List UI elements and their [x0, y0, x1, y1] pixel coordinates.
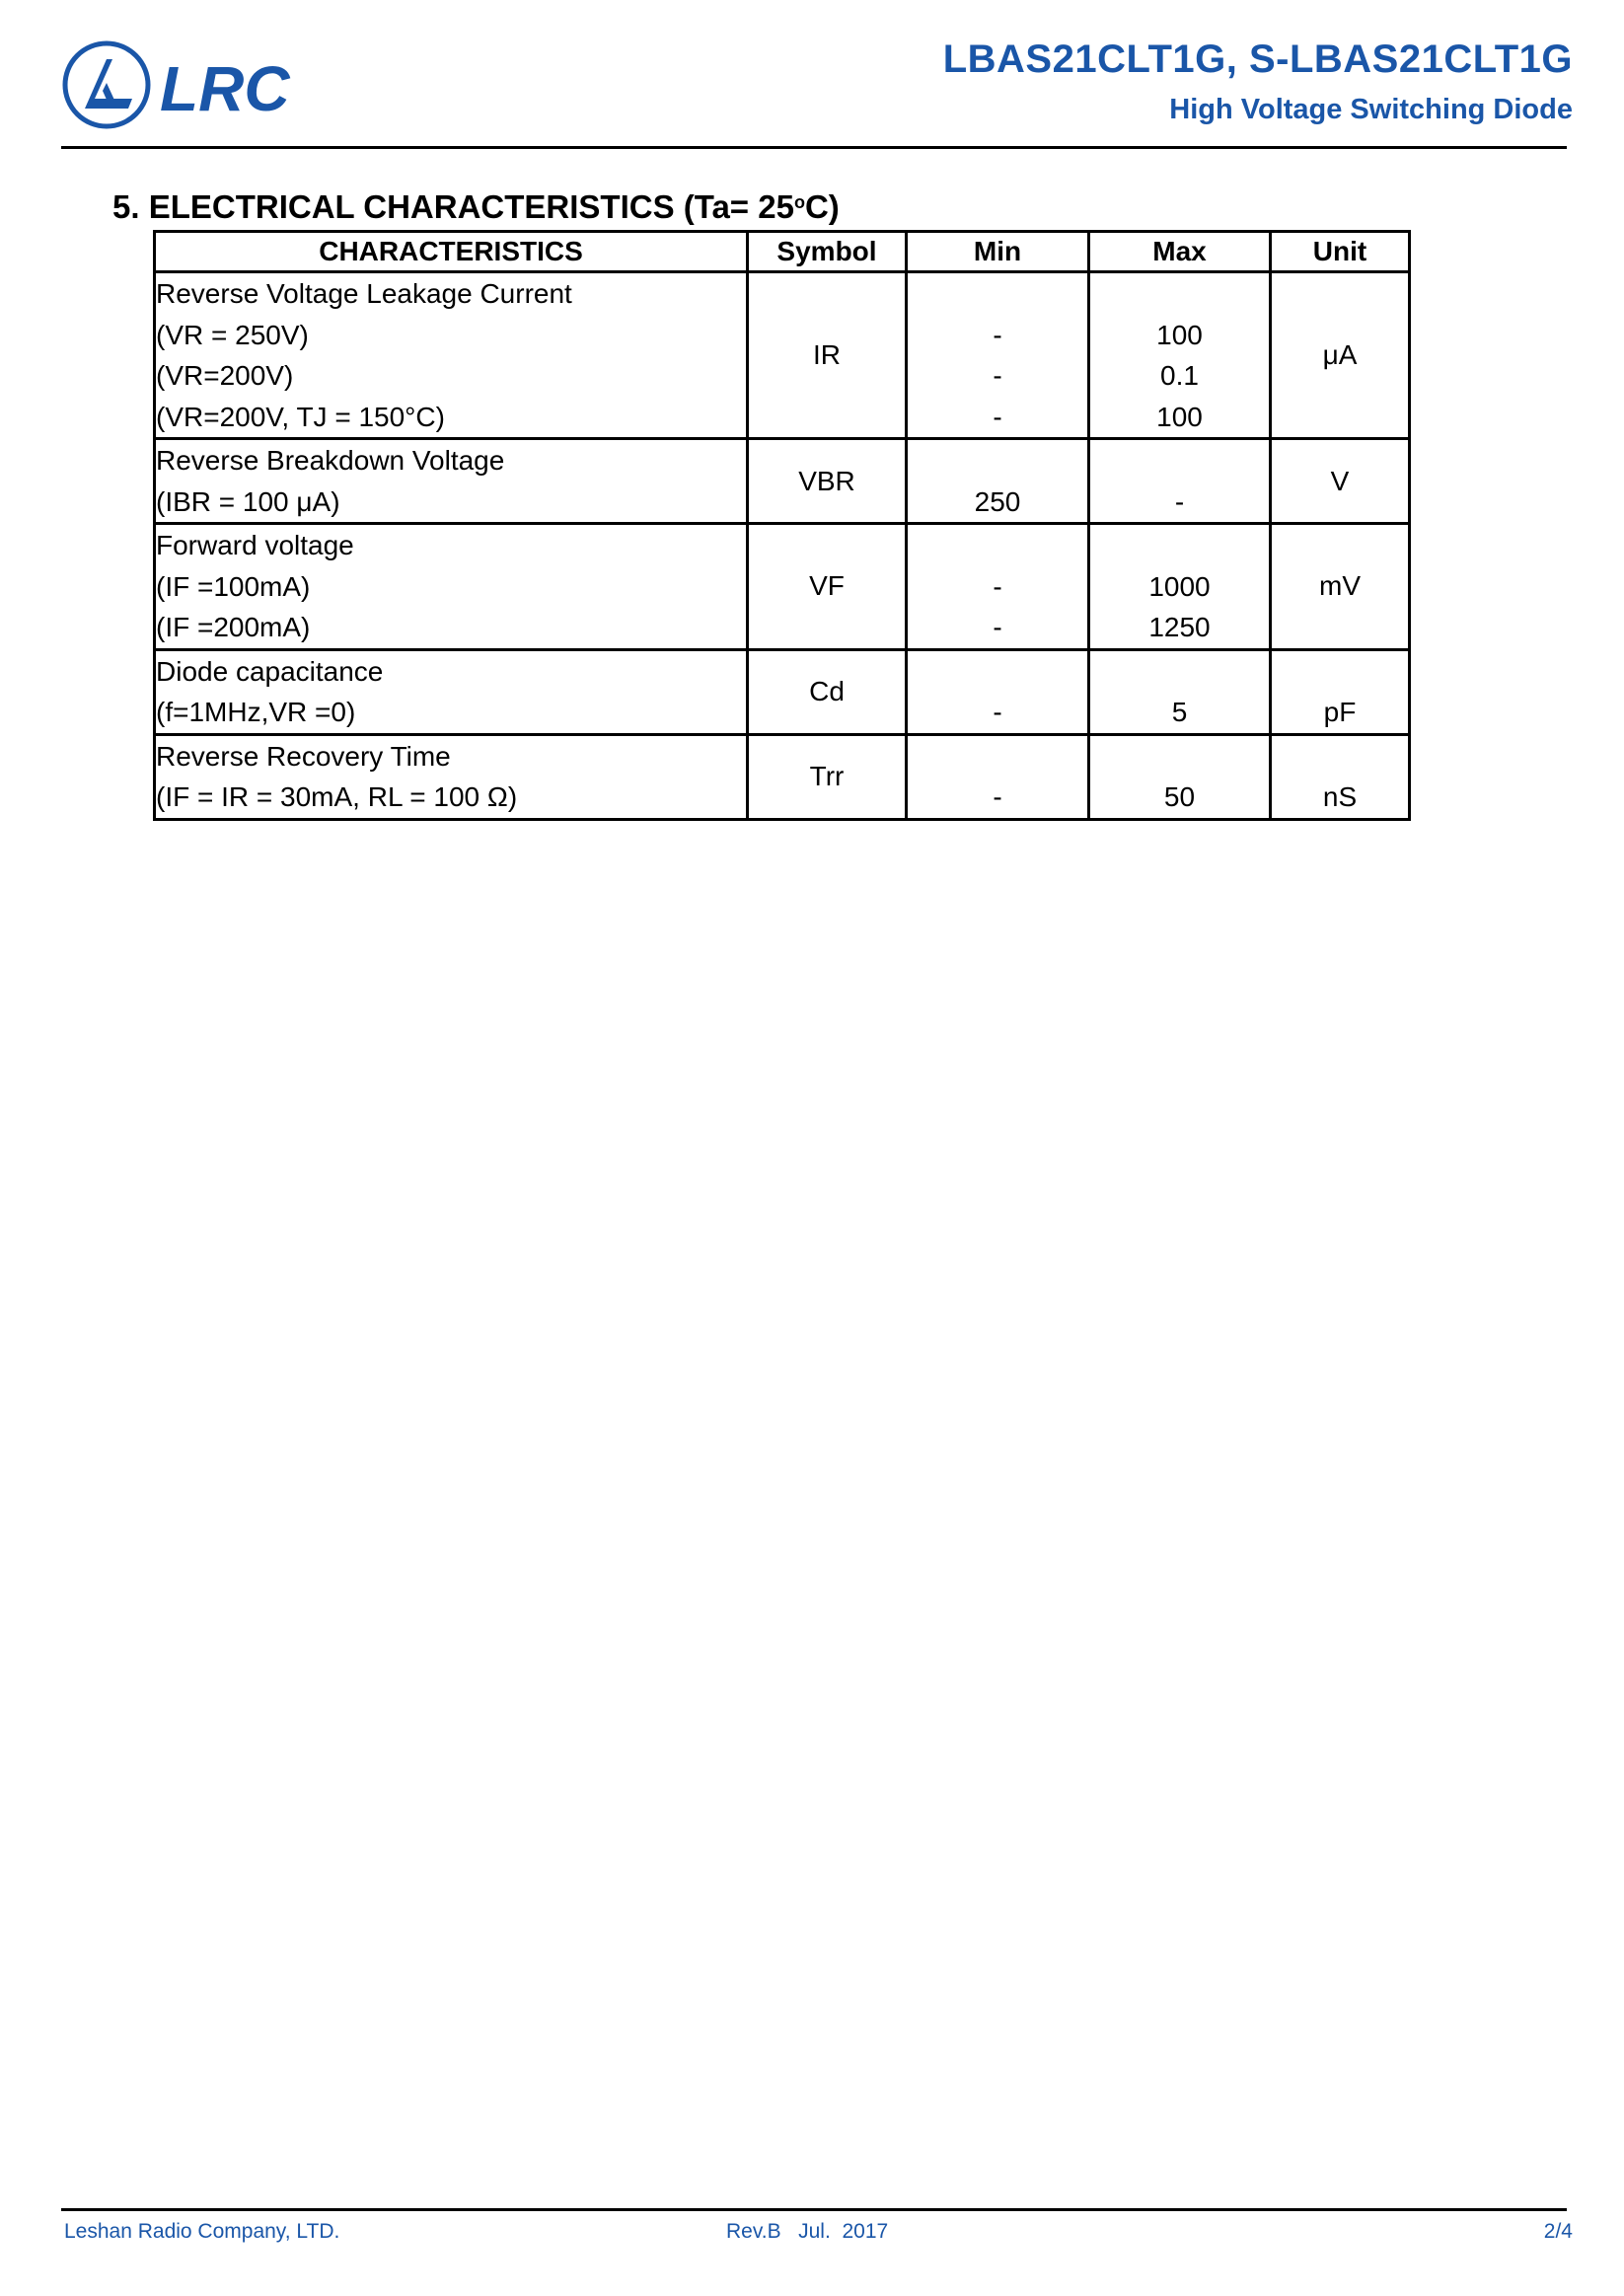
- section-title-end: C): [804, 188, 840, 225]
- footer-revision-text: Rev.B Jul. 2017: [726, 2220, 889, 2243]
- symbol-cell: VF: [748, 524, 907, 650]
- min-cell: [907, 649, 1089, 734]
- section-title-degree: o: [793, 192, 805, 212]
- characteristic-line: (IF = IR = 30mA, RL = 100 Ω): [156, 781, 518, 812]
- min-value: -: [993, 319, 1002, 350]
- electrical-characteristics-table: [153, 230, 1411, 821]
- lrc-logo: [61, 39, 328, 130]
- max-cell: [1089, 524, 1271, 650]
- characteristic-line: (f=1MHz,VR =0): [156, 697, 356, 727]
- min-cell: [907, 272, 1089, 439]
- max-value: 50: [1163, 781, 1196, 812]
- table-header-row: [155, 232, 1410, 272]
- characteristic-line: Reverse Voltage Leakage Current: [156, 278, 572, 309]
- footer-company: Leshan Radio Company, LTD.: [64, 2220, 340, 2243]
- max-value: 0.1: [1160, 360, 1199, 391]
- max-value: -: [1174, 485, 1185, 517]
- characteristic-line: (IF =200mA): [156, 612, 311, 642]
- characteristic-line: (VR=200V, TJ = 150°C): [156, 401, 445, 432]
- header-characteristics: CHARACTERISTICS: [155, 232, 748, 272]
- characteristic-cell: [155, 524, 748, 650]
- max-value: [1090, 273, 1269, 315]
- min-value: -: [993, 781, 1002, 812]
- footer-divider: [61, 2208, 1567, 2211]
- max-cell: [1089, 649, 1271, 734]
- characteristic-cell: [155, 272, 748, 439]
- symbol-cell: VBR: [748, 439, 907, 524]
- symbol-cell: Trr: [748, 734, 907, 819]
- min-cell: [907, 439, 1089, 524]
- document-subtitle: High Voltage Switching Diode: [1169, 94, 1573, 125]
- min-value: [908, 525, 1087, 566]
- header-symbol: Symbol: [748, 232, 907, 272]
- symbol-cell: Cd: [748, 649, 907, 734]
- unit-cell: [1271, 734, 1410, 819]
- characteristic-line: (IBR = 100 μA): [156, 485, 340, 517]
- section-title-main: 5. ELECTRICAL CHARACTERISTICS (Ta= 25: [112, 188, 794, 225]
- table-row: [155, 524, 1410, 650]
- characteristic-cell: [155, 649, 748, 734]
- max-value: 100: [1156, 401, 1203, 432]
- unit-cell: mV: [1271, 524, 1410, 650]
- characteristic-line: Reverse Recovery Time: [156, 740, 451, 772]
- header-min: Min: [907, 232, 1089, 272]
- characteristic-line: (VR = 250V): [156, 319, 309, 350]
- max-cell: [1089, 439, 1271, 524]
- min-cell: [907, 734, 1089, 819]
- characteristic-cell: [155, 734, 748, 819]
- min-value: -: [993, 401, 1002, 432]
- characteristic-line: Reverse Breakdown Voltage: [156, 445, 505, 476]
- unit-cell: μA: [1271, 272, 1410, 439]
- header-unit: Unit: [1271, 232, 1410, 272]
- characteristic-cell: [155, 439, 748, 524]
- unit-value: pF: [1323, 697, 1357, 727]
- footer-page-number: 2/4: [1543, 2220, 1573, 2243]
- characteristic-line: (VR=200V): [156, 360, 294, 391]
- characteristic-line: (IF =100mA): [156, 570, 311, 602]
- characteristic-line: Forward voltage: [156, 530, 354, 560]
- table-row: [155, 439, 1410, 524]
- header-max: Max: [1089, 232, 1271, 272]
- table-row: [155, 734, 1410, 819]
- min-value: -: [993, 570, 1002, 602]
- max-value: [1090, 525, 1269, 566]
- characteristic-line: Diode capacitance: [156, 655, 384, 687]
- header-divider: [61, 146, 1567, 149]
- min-value: -: [993, 612, 1002, 642]
- footer-revision: [726, 2220, 888, 2244]
- unit-cell: [1271, 649, 1410, 734]
- max-cell: [1089, 734, 1271, 819]
- table-row: [155, 649, 1410, 734]
- min-value: -: [993, 360, 1002, 391]
- min-value: -: [993, 697, 1002, 727]
- section-title: [112, 188, 840, 226]
- max-value: 5: [1171, 697, 1188, 727]
- logo-text: LRC: [160, 53, 290, 124]
- document-title: LBAS21CLT1G, S-LBAS21CLT1G: [942, 37, 1573, 81]
- table-row: [155, 272, 1410, 439]
- symbol-cell: IR: [748, 272, 907, 439]
- max-value: 1000: [1148, 570, 1211, 602]
- unit-cell: V: [1271, 439, 1410, 524]
- min-value: 250: [974, 485, 1021, 517]
- max-cell: [1089, 272, 1271, 439]
- min-cell: [907, 524, 1089, 650]
- max-value: 1250: [1148, 612, 1211, 642]
- unit-value: nS: [1322, 781, 1358, 812]
- min-value: [908, 273, 1087, 315]
- max-value: 100: [1156, 319, 1203, 350]
